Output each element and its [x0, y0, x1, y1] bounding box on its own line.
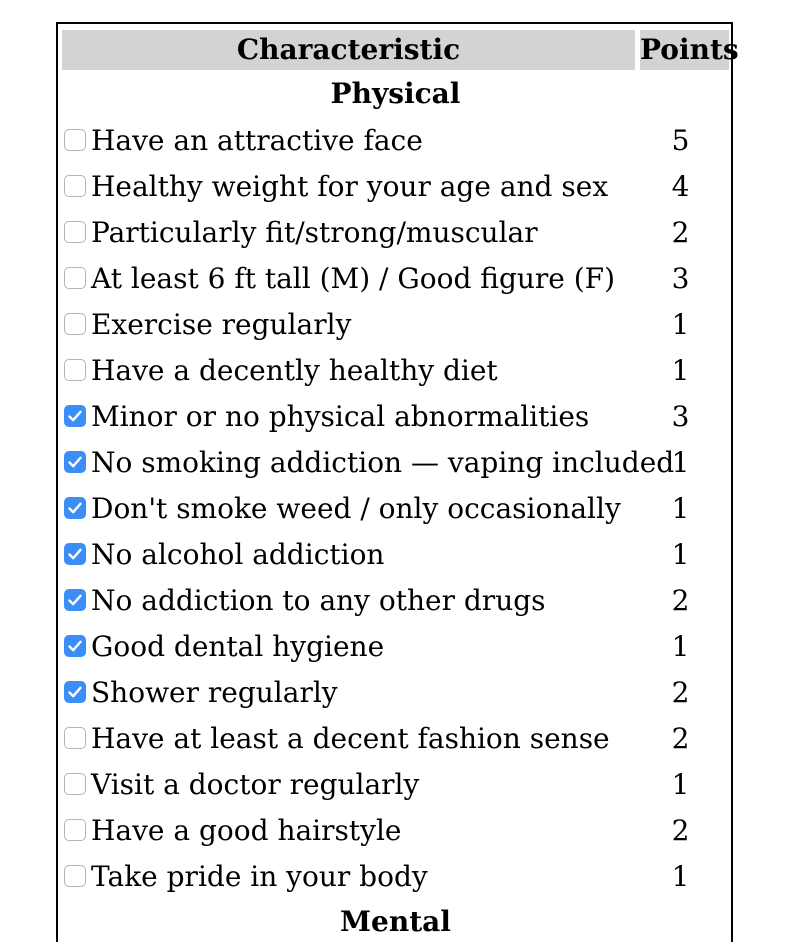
- row-points: 1: [671, 308, 690, 341]
- row-points: 2: [671, 722, 690, 755]
- checkmark-icon: [64, 681, 86, 703]
- table-row: [64, 164, 729, 210]
- checkmark-icon: [64, 497, 86, 519]
- row-points: 5: [671, 124, 690, 157]
- table-row: [64, 624, 729, 670]
- checkbox-unchecked[interactable]: [64, 175, 86, 197]
- checkmark-icon: [64, 451, 86, 473]
- table-header-row: [62, 30, 739, 70]
- table-row: [64, 716, 729, 762]
- row-label: Healthy weight for your age and sex: [91, 170, 609, 203]
- row-label: No smoking addiction — vaping included: [91, 446, 675, 479]
- checkbox-unchecked[interactable]: [64, 267, 86, 289]
- row-label: No alcohol addiction: [91, 538, 385, 571]
- section-heading-mental: Mental: [340, 905, 451, 938]
- checkbox-unchecked[interactable]: [64, 727, 86, 749]
- row-points: 4: [671, 170, 690, 203]
- checkbox-checked[interactable]: [64, 589, 86, 611]
- checkmark-icon: [64, 405, 86, 427]
- column-header-points: Points: [640, 30, 729, 70]
- checkmark-icon: [64, 543, 86, 565]
- row-points: 1: [671, 630, 690, 663]
- table-row: [64, 532, 729, 578]
- table-row: [64, 302, 729, 348]
- table-row: [64, 118, 729, 164]
- row-points: 2: [671, 584, 690, 617]
- table-row: [64, 394, 729, 440]
- checkmark-icon: [64, 589, 86, 611]
- row-label: Shower regularly: [91, 676, 338, 709]
- checkbox-unchecked[interactable]: [64, 313, 86, 335]
- table-row: [64, 762, 729, 808]
- row-label: Have at least a decent fashion sense: [91, 722, 610, 755]
- row-label: Exercise regularly: [91, 308, 352, 341]
- checkmark-icon: [64, 635, 86, 657]
- row-label: Don't smoke weed / only occasionally: [91, 492, 621, 525]
- table-row: [64, 854, 729, 900]
- row-label: Visit a doctor regularly: [91, 768, 420, 801]
- row-points: 3: [671, 262, 690, 295]
- checkbox-checked[interactable]: [64, 451, 86, 473]
- row-label: No addiction to any other drugs: [91, 584, 546, 617]
- checkbox-checked[interactable]: [64, 405, 86, 427]
- table-row: [64, 440, 729, 486]
- checkbox-unchecked[interactable]: [64, 221, 86, 243]
- table-row: [64, 256, 729, 302]
- table-row: [64, 670, 729, 716]
- row-label: Minor or no physical abnormalities: [91, 400, 590, 433]
- row-points: 2: [671, 814, 690, 847]
- checkbox-checked[interactable]: [64, 681, 86, 703]
- table-row: [64, 578, 729, 624]
- checkbox-checked[interactable]: [64, 497, 86, 519]
- checkbox-checked[interactable]: [64, 635, 86, 657]
- table-row: [64, 486, 729, 532]
- row-points: 1: [671, 354, 690, 387]
- checkbox-unchecked[interactable]: [64, 359, 86, 381]
- row-label: At least 6 ft tall (M) / Good figure (F): [91, 262, 616, 295]
- row-label: Have a decently healthy diet: [91, 354, 498, 387]
- row-points: 2: [671, 676, 690, 709]
- checkbox-unchecked[interactable]: [64, 773, 86, 795]
- row-points: 1: [671, 860, 690, 893]
- row-points: 1: [671, 446, 690, 479]
- section-heading-physical: Physical: [330, 77, 461, 110]
- row-label: Have an attractive face: [91, 124, 423, 157]
- row-label: Good dental hygiene: [91, 630, 385, 663]
- checkbox-unchecked[interactable]: [64, 865, 86, 887]
- column-header-characteristic: Characteristic: [62, 30, 635, 70]
- row-points: 1: [671, 538, 690, 571]
- row-points: 2: [671, 216, 690, 249]
- row-points: 1: [671, 768, 690, 801]
- row-label: Take pride in your body: [91, 860, 428, 893]
- row-points: 3: [671, 400, 690, 433]
- checkbox-unchecked[interactable]: [64, 129, 86, 151]
- table-row: [64, 210, 729, 256]
- table-row: [64, 808, 729, 854]
- table-row: [64, 348, 729, 394]
- checkbox-unchecked[interactable]: [64, 819, 86, 841]
- row-label: Have a good hairstyle: [91, 814, 402, 847]
- characteristics-table: [56, 22, 739, 942]
- characteristic-rows: [64, 118, 729, 900]
- checkbox-checked[interactable]: [64, 543, 86, 565]
- row-points: 1: [671, 492, 690, 525]
- row-label: Particularly fit/strong/muscular: [91, 216, 538, 249]
